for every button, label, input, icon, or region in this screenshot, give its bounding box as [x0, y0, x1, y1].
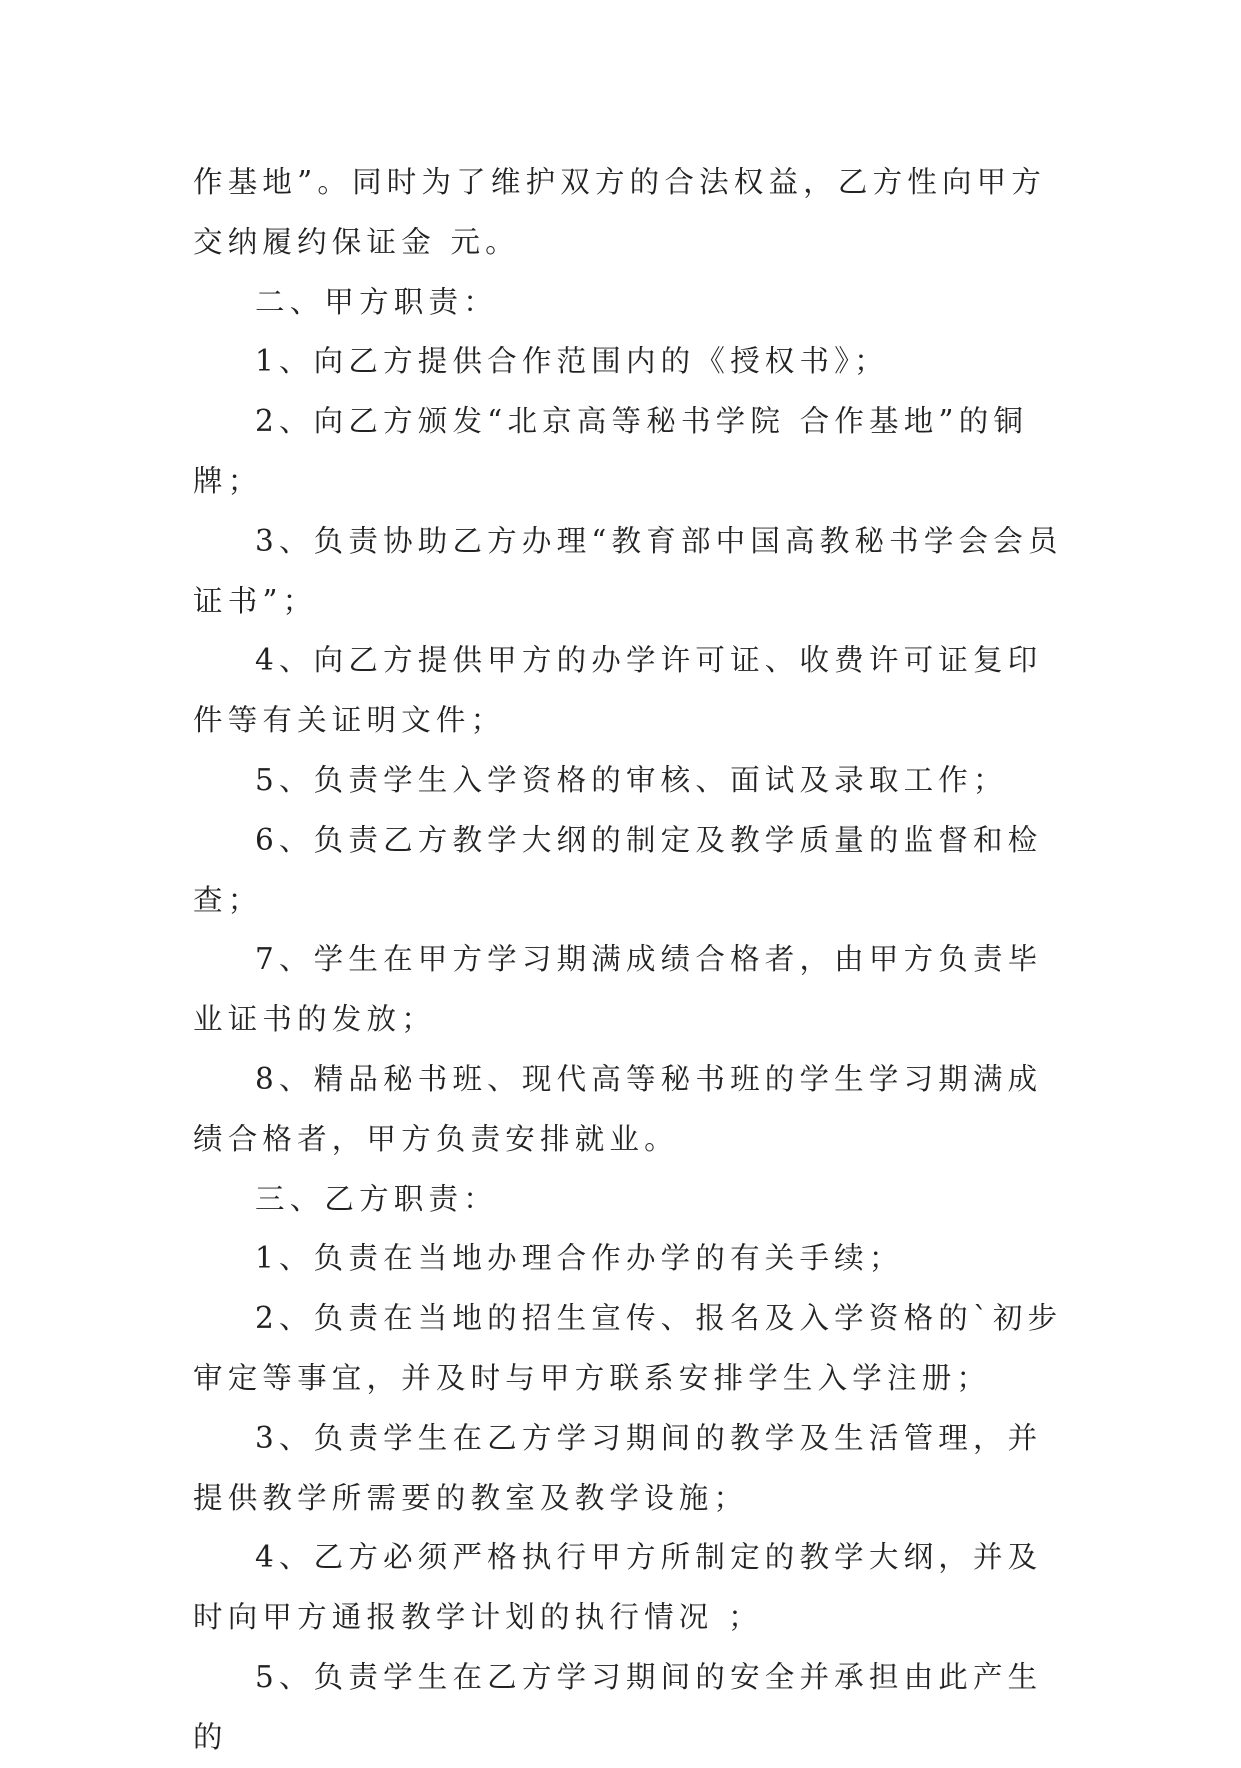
- paragraph-continuation: 作基地”。同时为了维护双方的合法权益，乙方性向甲方交纳履约保证金 元。: [193, 165, 1047, 259]
- party-a-duty-5: 5、负责学生入学资格的审核、面试及录取工作；: [255, 762, 1008, 797]
- document-body: [193, 153, 1073, 1768]
- party-a-duty-1: 1、向乙方提供合作范围内的《授权书》；: [255, 344, 889, 379]
- party-a-duty-7: 7、学生在甲方学习期满成绩合格者，由甲方负责毕业证书的发放；: [193, 942, 1043, 1037]
- party-b-duty-2: 2、负责在当地的招生宣传、报名及入学资格的`初步审定等事宜，并及时与甲方联系安排学生入学注册；: [193, 1301, 1063, 1395]
- party-b-duty-5: 5、负责学生在乙方学习期间的安全并承担由此产生的: [193, 1659, 1043, 1754]
- section-heading-party-b-duties: 三、乙方职责：: [255, 1181, 498, 1216]
- party-a-duty-4: 4、向乙方提供甲方的办学许可证、收费许可证复印件等有关证明文件；: [193, 643, 1043, 738]
- party-b-duty-3: 3、负责学生在乙方学习期间的教学及生活管理，并提供教学所需要的教室及教学设施；: [193, 1420, 1043, 1515]
- party-a-duty-6: 6、负责乙方教学大纲的制定及教学质量的监督和检查；: [193, 822, 1043, 917]
- section-heading-party-a-duties: 二、甲方职责：: [255, 284, 498, 319]
- party-a-duty-3: 3、负责协助乙方办理“教育部中国高教秘书学会会员证书”；: [193, 523, 1063, 618]
- party-b-duty-1: 1、负责在当地办理合作办学的有关手续；: [255, 1241, 904, 1276]
- party-a-duty-8: 8、精品秘书班、现代高等秘书班的学生学习期满成绩合格者，甲方负责安排就业。: [193, 1061, 1043, 1156]
- party-a-duty-2: 2、向乙方颁发“北京高等秘书学院 合作基地”的铜牌；: [193, 404, 1029, 498]
- party-b-duty-4: 4、乙方必须严格执行甲方所制定的教学大纲，并及时向甲方通报教学计划的执行情况 ；: [193, 1540, 1043, 1635]
